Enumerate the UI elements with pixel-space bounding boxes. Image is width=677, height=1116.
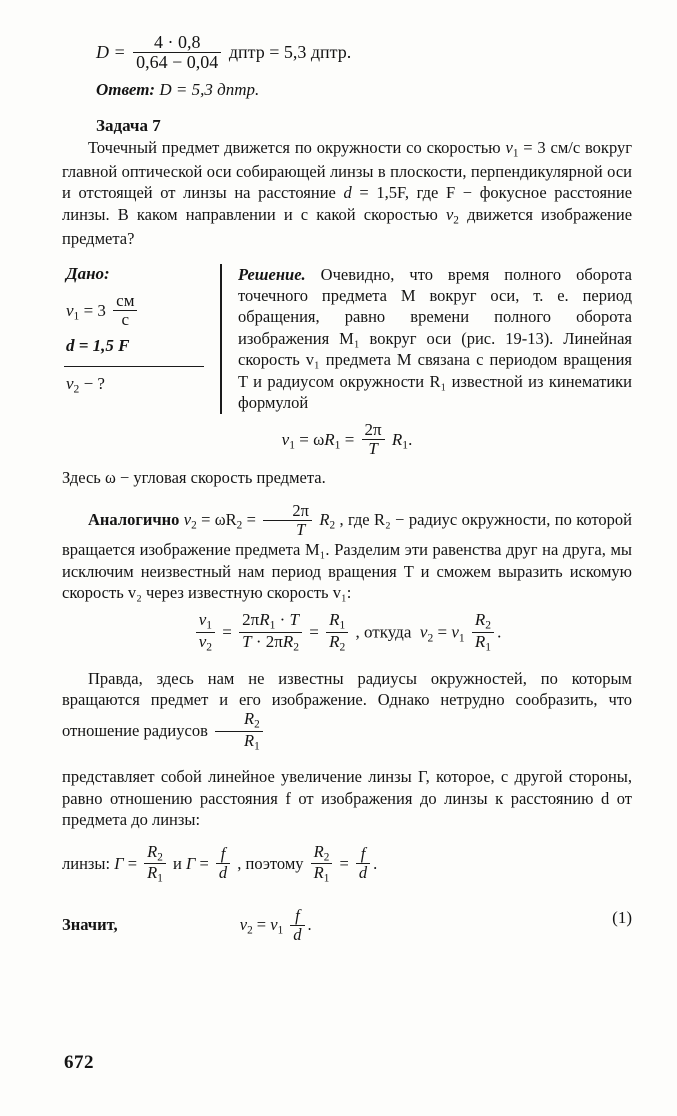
task-v2-sub: 2 (453, 214, 459, 227)
task-v1-sub: 1 (512, 147, 519, 160)
task-text-1: Точечный предмет движется по окружности со скоростью (88, 137, 501, 157)
fraction-denominator: 0,64 − 0,04 (133, 52, 221, 72)
fraction-R2-R1-gamma: $\frac{R_2}{R_1}$ (144, 843, 166, 885)
task-v1: v (505, 137, 513, 157)
task-d: d (343, 183, 352, 203)
formula-therefore: , поэтому (237, 853, 304, 873)
analogy-lead: Аналогично (88, 509, 180, 529)
given-v1-value: = 3 (83, 300, 106, 320)
final-label: Значит, (62, 915, 118, 935)
given-row-distance: d = 1,5 F (66, 336, 130, 356)
given-row-find (66, 374, 212, 396)
find-v2-sub: 2 (73, 382, 80, 396)
task-text-4: движется изображение предмета? (62, 204, 633, 249)
unit-diopter: дптр (228, 42, 265, 63)
formula-ratio: $\frac{v_1}{v_2}$ = $\frac{2\pi R_1 \cdot T}{T \cdot 2\pi R_2}$ = $\frac{R_1}{R_2}$ , откуда $v_2 = v_1$ $\frac{R_2}{R_1}$ . (62, 612, 632, 655)
solution-paragraph-5 (62, 766, 632, 830)
page-number: 672 (64, 1052, 94, 1073)
formula-optical-power (96, 34, 632, 74)
equation-number: (1) (612, 907, 632, 927)
fraction-R2-R1-final: $\frac{R_2}{R_1}$ (311, 843, 333, 885)
page-content (62, 28, 632, 945)
formula-and: и (173, 853, 182, 873)
fraction-power (133, 33, 221, 73)
fraction-R2-R1: $\frac{R_2}{R_1}$ (472, 611, 494, 654)
fraction-R1-R2: $\frac{R_1}{R_2}$ (326, 611, 348, 654)
answer-value: D = 5,3 дптр. (159, 79, 260, 99)
formula-lhs: D = (96, 42, 126, 63)
given-column (62, 264, 222, 414)
given-divider (64, 366, 204, 367)
solution-paragraph-4-text: Правда, здесь нам не известны радиусы окружностей, по которым вращаются предмет и его изображение. Однако нетрудно сообразить, что отношение радиусов (62, 669, 632, 740)
answer-line (96, 80, 632, 100)
given-title: Дано: (66, 263, 110, 283)
given-v1: v (66, 300, 74, 320)
fraction-f-d-result: $\frac{f}{d}$ (290, 907, 304, 944)
solution-column (222, 264, 632, 414)
task-heading: Задача 7 (96, 115, 161, 135)
task-text-3: = 1,5F, где F − фокусное расстояние линзы. В каком направлении и с какой скоростью (62, 183, 633, 224)
analogy-eq: = ωR (201, 509, 237, 529)
formula-v1: $v_1 = \omega R_1$ = $\frac{2\pi}{T}$ $R_1$. (281, 419, 413, 458)
analogy-text: , где R₂ − радиус окружности, по которой вращается изображение предмета M₁. Разделим эти равенства друг на друга, мы исключим неизвестный нам период вращения T и сможем выразить искомую скорость v₂ через известную скорость v₁: (62, 509, 632, 603)
final-formula: $v_2 = v_1$ $\frac{f}{d}$ . (239, 905, 312, 944)
given-solution-block (62, 264, 632, 414)
fraction-2piR1T: $\frac{2\pi R_1 \cdot T}{T \cdot 2\pi R_2}$ (239, 611, 302, 654)
find-v2: v (66, 374, 74, 394)
task-v2: v (445, 204, 454, 224)
fraction-2pi-over-T: $\frac{2\pi}{T}$ (362, 421, 385, 459)
fraction-2pi-over-T-2: $\frac{2\pi}{T}$ (263, 502, 312, 539)
fraction-v1-v2: $\frac{v_1}{v_2}$ (196, 611, 215, 654)
solution-lead: Решение. (238, 264, 306, 284)
solution-paragraph-1: Очевидно, что время полного оборота точечного предмета M вокруг оси, т. е. период обращения, равно времени полного оборота изображения M₁ вокруг оси (рис. 19-13). Линейная скорость v₁ предмета M связана с периодом вращения T и радиусом окружности R₁ известной из кинематики формулой (238, 264, 632, 413)
fraction-f-d: $\frac{f}{d}$ (216, 845, 230, 882)
given-unit-den: с (113, 310, 137, 329)
solution-paragraph-2: Здесь ω − угловая скорость предмета. (62, 468, 326, 488)
solution-paragraph-5-text: представляет собой линейное увеличение линзы Г, которое, с другой стороны, равно отношению расстояния f от изображения до линзы к расстоянию d от предмета до линзы: (62, 767, 632, 830)
find-question: − ? (83, 374, 105, 394)
formula-result: = 5,3 дптр. (269, 42, 352, 63)
solution-paragraph-3: Аналогично $v_2 = \omega R_2$ = $\frac{2\pi}{T}$ $R_2$ , где R₂ − радиус окружности, по которой вращается изображение предмета M₁. Разделим эти равенства друг на друга, мы исключим неизвестный нам период вращения T и сможем выразить искомую скорость v₂ через известную скорость v₁: (62, 500, 632, 603)
task-statement (62, 137, 632, 250)
solution-paragraph-4 (62, 668, 632, 753)
given-unit-num: см (116, 290, 135, 310)
given-v1-sub: 1 (73, 308, 80, 322)
task-text-2: = 3 см/с вокруг главной оптической оси собирающей линзы в плоскости, перпендикулярной оси и отстоящей от линзы на расстояние (62, 137, 633, 203)
given-unit-fraction (113, 292, 137, 330)
answer-label: Ответ: (96, 79, 156, 99)
fraction-R2-R1-inline: $\frac{R_2}{R_1}$ (215, 710, 263, 752)
fraction-f-d-final: $\frac{f}{d}$ (356, 845, 370, 882)
given-row-velocity (66, 290, 212, 331)
final-result-line (62, 905, 632, 945)
formula-magnification-line: линзы: Γ = $\frac{R_2}{R_1}$ и Γ = $\frac{f}{d}$ , поэтому $\frac{R_2}{R_1}$ = $\frac{f}{d}$ . (62, 841, 378, 885)
fraction-numerator: 4 · 0,8 (153, 32, 201, 52)
formula-ratio-tail: , откуда (355, 622, 412, 642)
